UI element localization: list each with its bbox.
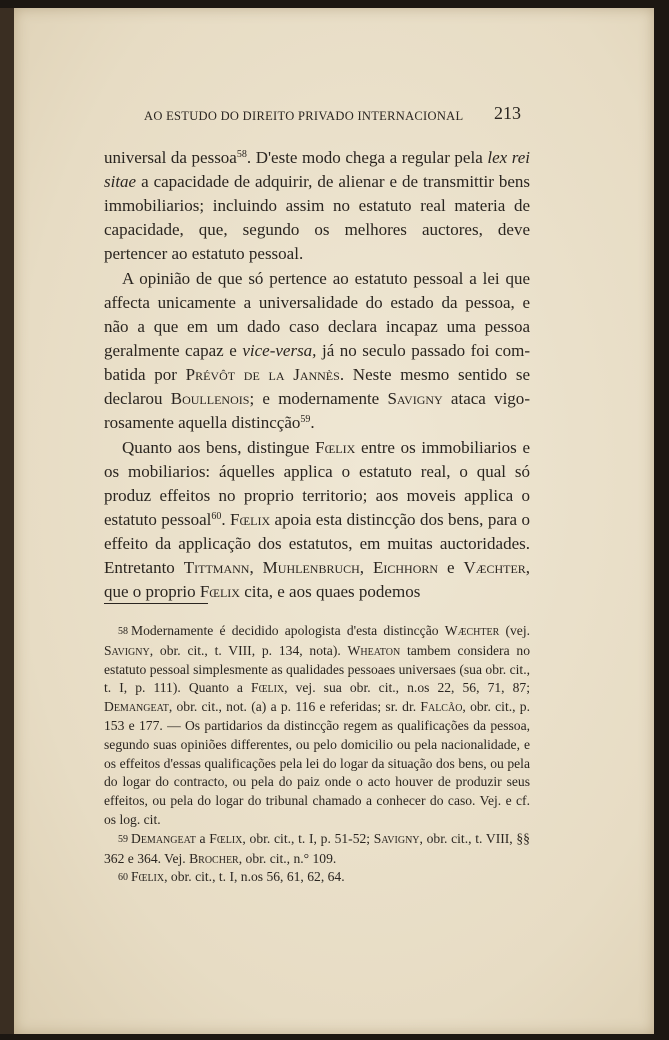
author-name: Tittmann — [183, 558, 250, 577]
author-name: Muhlenbruch — [262, 558, 360, 577]
author-name: Prévôt de la Jannès — [185, 365, 340, 384]
paragraph-2: A opinião de que só pertence ao estatuto pessoal a lei que affecta unicamente a universalidade do estado da pessoa, e não a que em um dado caso declara incapaz uma pessoa geralmente capaz e vice-versa, já no seculo passado foi combatida por Prévôt de la Jannès. Neste mesmo sentido se declarou Boullenois; e modernamente Savigny ataca vigorosamente aquella distincção$^{59}$. — [104, 269, 531, 432]
paragraph-3: Quanto aos bens, distingue Fœlix entre os immobiliarios e os mobiliarios: áquelles applica o estatuto real, o qual só produz effeitos no proprio territorio; aos moveis applica o estatuto pessoal$^{60}$. Fœlix apoia esta distincção dos bens, para o effeito da applicação dos estatutos, em muitas auctoridades. Entretanto Tittmann, Muhlenbruch, Eichhorn e Væchter, que o proprio Fœlix cita, e aos quaes podemos — [104, 438, 531, 601]
footnote-number: 59 — [118, 833, 128, 845]
author-name: Eichhorn — [373, 558, 439, 577]
author-name: Væchter — [463, 558, 526, 577]
footnote-ref-59: 59 — [300, 414, 311, 425]
author-name: Boullenois — [170, 389, 250, 408]
footnote-60: 60 Fœlix, obr. cit., t. I, n.os 56, 61, 62, 64. — [118, 869, 345, 885]
paragraph-1: universal da pessoa$^{58}$. D'este modo chega a regular pela lex rei sitae a capacidade de adquirir, de alienar e de transmittir bens immobiliarios; incluindo assim no estatuto real materia de capacidade, que, segundo os melhores auctores, deve pertencer ao estatuto pessoal. — [104, 148, 530, 263]
page-header — [118, 103, 538, 129]
running-head: AO ESTUDO DO DIREITO PRIVADO INTERNACIONAL — [144, 109, 464, 123]
footnote-59: 59 Demangeat a Fœlix, obr. cit., t. I, p. 51-52; Savigny, obr. cit., t. VIII, §§ 362 e 364. Vej. Brocher, obr. cit., n.° 109. — [104, 830, 530, 866]
footnote-number: 60 — [118, 872, 128, 884]
footnote-divider — [104, 603, 208, 604]
footnote-number: 58 — [118, 626, 128, 637]
footnote-58: 58 Modernamente é decidido apologista d'esta distincção Wæchter (vej. Savigny, obr. cit., t. VIII, p. 134, nota). Wheaton tambem considera no estatuto pessoal simplesmente as qualidades pessoaes universaes (sua obr. cit., t. I, p. 111). Quanto a Fœlix, vej. sua obr. cit., n.os 22, 56, 71, 87; Demangeat, obr. cit., not. (a) a p. 116 e referidas; sr. dr. Falcão, obr. cit., p. 153 e 177. — Os partidarios da distincção regem as qualificações da pessoa, segundo suas opiniões differentes, ou pelo domicilio ou pela nacionalidade, e os effeitos d'essas qualificações pela lei do logar da situação dos bens, ou pela do logar do contracto, ou pela do paiz onde o acto houver de produzir seus effeitos, ou pela do logar do tribunal chamado a conhecer do caso. Vej. e cf. os log. cit. — [104, 623, 530, 827]
author-name: Fœlix — [230, 510, 271, 529]
footnote-ref-60: 60 — [211, 511, 222, 522]
main-text — [104, 146, 530, 604]
page-number: 213 — [494, 103, 521, 123]
book-gutter — [0, 8, 14, 1034]
footnote-ref-58: 58 — [236, 149, 247, 160]
author-name: Savigny — [387, 389, 443, 408]
author-name: Fœlix — [199, 582, 240, 601]
footnotes — [104, 622, 530, 888]
author-name: Fœlix — [315, 438, 356, 457]
